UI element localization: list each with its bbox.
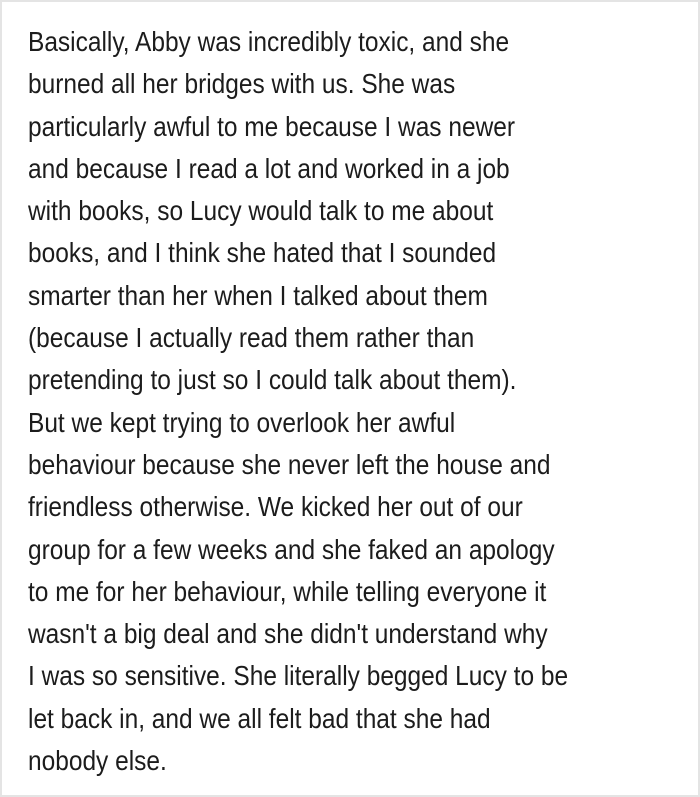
paragraph-line: Basically, Abby was incredibly toxic, and she <box>28 26 510 57</box>
paragraph-line: wasn't a big deal and she didn't understand why <box>28 618 548 650</box>
paragraph-line: behaviour because she never left the house and <box>28 448 551 480</box>
paragraph-line: friendless otherwise. We kicked her out of our <box>28 491 523 523</box>
paragraph-line: (because I actually read them rather than <box>28 322 475 354</box>
paragraph-line: burned all her bridges with us. She was <box>28 68 456 100</box>
paragraph-line: particularly awful to me because I was newer <box>28 110 516 142</box>
paragraph-line: let back in, and we all felt bad that she had <box>28 702 491 734</box>
paragraph-line: pretending to just so I could talk about them). <box>28 364 517 396</box>
paragraph-line: books, and I think she hated that I sounded <box>28 237 497 269</box>
paragraph-line: with books, so Lucy would talk to me about <box>28 195 494 227</box>
paragraph-line: and because I read a lot and worked in a job <box>28 152 510 184</box>
paragraph-line: smarter than her when I talked about them <box>28 279 488 311</box>
paragraph-line: nobody else. <box>28 745 167 777</box>
story-paragraph <box>28 21 624 782</box>
paragraph-line: group for a few weeks and she faked an apology <box>28 533 555 565</box>
paragraph-line: I was so sensitive. She literally begged Lucy to be <box>28 660 569 692</box>
paragraph-line: But we kept trying to overlook her awful <box>28 406 456 438</box>
paragraph-line: to me for her behaviour, while telling everyone it <box>28 575 547 607</box>
